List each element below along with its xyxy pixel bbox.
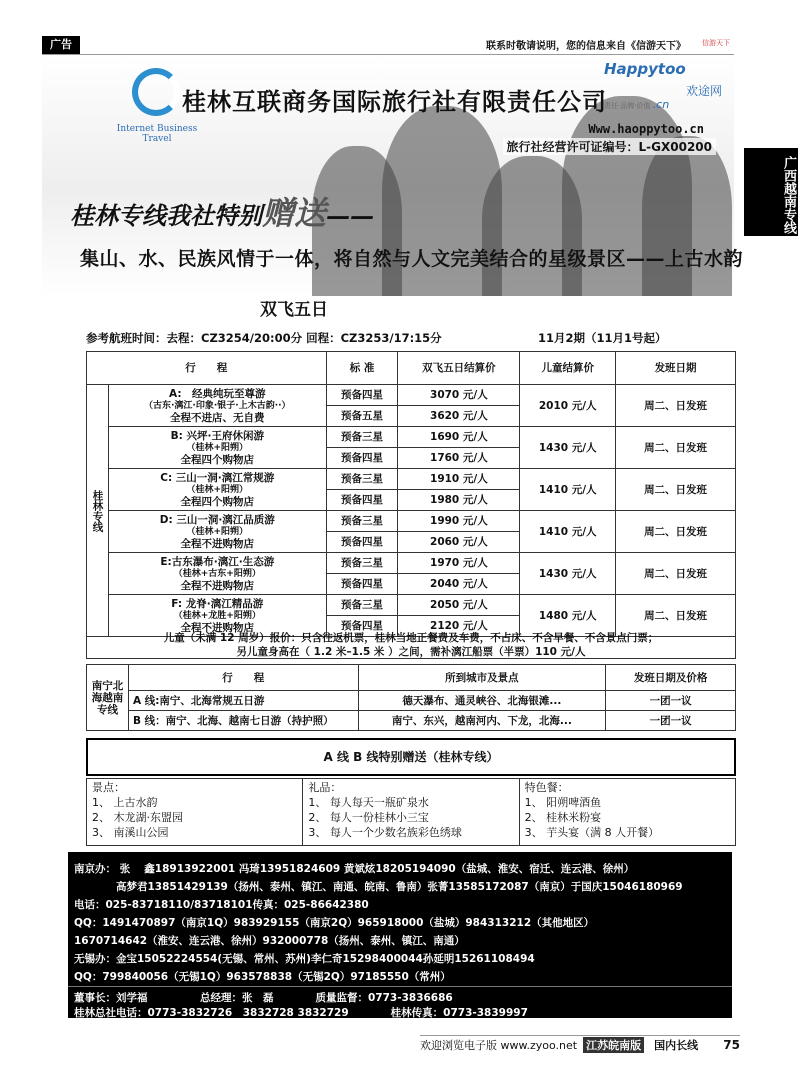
- nn-cities: 德天瀑布、通灵峡谷、北海银滩...: [358, 691, 606, 711]
- departure-days: 周二、日发班: [616, 595, 736, 637]
- happytoo-cn: 欢途网: [685, 84, 722, 98]
- tour-price: 1990 元/人: [398, 511, 520, 532]
- header: [42, 56, 734, 156]
- gifts-section: [86, 778, 736, 846]
- tour-standard: 预备三星: [326, 469, 398, 490]
- promo-text-a: 桂林专线我社特别: [70, 201, 262, 230]
- table-row: [87, 469, 736, 490]
- tour-name: [108, 469, 326, 511]
- tour-price: 2120 元/人: [398, 616, 520, 637]
- tour-standard: 预备四星: [326, 490, 398, 511]
- contact-line: 无锡办：金宝15052224554(无锡、常州、苏州)李仁奇15298400044孙延明15261108494: [74, 953, 535, 965]
- tour-sub: （桂林+阳朔）: [186, 442, 249, 453]
- table-row: [87, 427, 736, 448]
- nn-header-price: 发班日期及价格: [606, 665, 736, 691]
- header-standard: 标 准: [326, 352, 398, 385]
- departure-days: 周二、日发班: [616, 469, 736, 511]
- tour-name: F: 龙脊·漓江精品游: [171, 597, 264, 610]
- tour-price: 1760 元/人: [398, 448, 520, 469]
- table-row: [87, 711, 736, 731]
- child-price: 1410 元/人: [520, 469, 616, 511]
- tour-note: 全程不进购物店: [180, 537, 255, 550]
- child-price: 1430 元/人: [520, 427, 616, 469]
- table-row: [87, 511, 736, 532]
- tour-standard: 预备三星: [326, 553, 398, 574]
- tour-price: 3070 元/人: [398, 385, 520, 406]
- list-item: 2、 桂林米粉宴: [524, 811, 602, 824]
- gift-col-title: 礼品：: [308, 781, 342, 794]
- contact-line: 高梦君13851429139（扬州、泰州、镇江、南通、皖南、鲁南）张菁13585172087（南京）于国庆15046180969: [74, 881, 683, 893]
- logo-icon: [132, 68, 180, 116]
- table-row: [87, 595, 736, 616]
- header-departure: 发班日期: [616, 352, 736, 385]
- gift-col-sights: [87, 779, 303, 845]
- nanning-table: [86, 664, 736, 731]
- tour-note: 全程四个购物店: [180, 453, 255, 466]
- tour-standard: 预备四星: [326, 616, 398, 637]
- child-note-line2: 另儿童身高在（ 1.2 米–1.5 米 ）之间，需补漓江船票（半票）110 元/人: [236, 646, 586, 658]
- list-item: 1、 上古水韵: [92, 796, 158, 809]
- tour-name: A: 经典纯玩至尊游: [169, 387, 266, 400]
- tour-standard: 预备四星: [326, 574, 398, 595]
- company-name: 桂林互联商务国际旅行社有限责任公司: [182, 87, 607, 116]
- tour-price: 1970 元/人: [398, 553, 520, 574]
- list-item: 2、 每人一份桂林小三宝: [308, 811, 429, 824]
- happytoo-domain: .cn: [652, 98, 670, 111]
- nanning-category: 南宁北海越南专线: [87, 665, 129, 731]
- contact-line: 电话：025-83718110/83718101传真：025-86642380: [74, 899, 369, 911]
- footer-site[interactable]: 欢迎浏览电子版 www.zyoo.net: [420, 1038, 578, 1052]
- tour-name: B: 兴坪·王府休闲游: [170, 429, 264, 442]
- tour-subtitle: 双飞五日: [260, 300, 328, 320]
- tour-standard: 预备四星: [326, 385, 398, 406]
- tour-note: 全程四个购物店: [180, 495, 255, 508]
- tour-name: [108, 553, 326, 595]
- header-route: 行 程: [87, 352, 327, 385]
- tour-price: 1910 元/人: [398, 469, 520, 490]
- tour-standard: 预备四星: [326, 532, 398, 553]
- tour-note: 全程不进购物店: [180, 621, 255, 634]
- contact-block: [68, 852, 732, 1018]
- nn-price: 一团一议: [606, 711, 736, 731]
- gift-title: A 线 B 线特别赠送（桂林专线）: [86, 738, 736, 776]
- management-info: [68, 986, 732, 1018]
- child-price: 1410 元/人: [520, 511, 616, 553]
- tour-sub: （桂林+龙胜+阳朔）: [173, 610, 261, 621]
- list-item: 2、 木龙湖·东盟园: [92, 811, 183, 824]
- tour-name: C: 三山一洞·漓江常规游: [160, 471, 275, 484]
- child-price-note: [86, 629, 736, 659]
- brand-logo: 信游天下: [702, 39, 730, 47]
- gift-col-presents: [303, 779, 519, 845]
- tour-standard: 预备三星: [326, 595, 398, 616]
- promo-headline: [70, 188, 374, 234]
- list-item: 1、 阳朔啤酒鱼: [524, 796, 602, 809]
- ad-tag: 广告: [42, 36, 80, 54]
- tour-name: [108, 511, 326, 553]
- child-price: 2010 元/人: [520, 385, 616, 427]
- nn-header-route: 行 程: [128, 665, 358, 691]
- list-item: 1、 每人每天一瓶矿泉水: [308, 796, 429, 809]
- tour-sub: （桂林+古东+阳朔）: [173, 568, 261, 579]
- top-bar: [42, 35, 734, 55]
- promo-gift-word: 赠送: [262, 194, 327, 232]
- happytoo-text: Happytoo: [604, 60, 686, 78]
- tour-note: 全程不进店、无自费: [170, 411, 265, 424]
- list-item: 3、 每人一个少数名族彩色绣球: [308, 826, 462, 839]
- header-price: 双飞五日结算价: [398, 352, 520, 385]
- flight-times: 参考航班时间：去程：CZ3254/20:00分 回程：CZ3253/17:15分: [86, 331, 442, 345]
- nn-cities: 南宁、东兴，越南河内、下龙，北海...: [358, 711, 606, 731]
- license-number: 旅行社经营许可证编号：L-GX00200: [503, 138, 716, 155]
- tour-price: 2040 元/人: [398, 574, 520, 595]
- guilin-category: 桂林专线: [87, 385, 109, 637]
- tour-price: 3620 元/人: [398, 406, 520, 427]
- tour-standard: 预备五星: [326, 406, 398, 427]
- gift-col-title: 特色餐：: [524, 781, 569, 794]
- child-price: 1430 元/人: [520, 553, 616, 595]
- contact-line: 南京办： 张 鑫18913922001 冯琦13951824609 黄斌炫18205194090（盐城、淮安、宿迁、连云港、徐州）: [74, 863, 635, 875]
- tour-price: 1980 元/人: [398, 490, 520, 511]
- happytoo-sub: 责任·品牌·价值: [604, 102, 651, 110]
- gift-col-title: 景点：: [92, 781, 125, 794]
- table-row: [87, 385, 736, 406]
- tour-name: [108, 385, 326, 427]
- contact-line: QQ：1491470897（南京1Q）983929155（南京2Q）965918000（盐城）984313212（其他地区）: [74, 917, 595, 929]
- header-child-price: 儿童结算价: [520, 352, 616, 385]
- tour-note: 全程不进购物店: [180, 579, 255, 592]
- tour-sub: （桂林+阳朔）: [186, 484, 249, 495]
- list-item: 3、 南溪山公园: [92, 826, 169, 839]
- nn-price: 一团一议: [606, 691, 736, 711]
- table-row: [87, 691, 736, 711]
- tour-standard: 预备三星: [326, 427, 398, 448]
- tour-sub: （桂林+阳朔）: [186, 526, 249, 537]
- page-footer: [420, 1035, 740, 1053]
- nn-route: A 线:南宁、北海常规五日游: [128, 691, 358, 711]
- departure-days: 周二、日发班: [616, 511, 736, 553]
- website-url[interactable]: Www.haoppytoo.cn: [588, 122, 704, 136]
- tour-name: E:古东瀑布·漓江·生态游: [160, 555, 275, 568]
- contact-line: 1670714642（淮安、连云港、徐州）932000778（扬州、泰州、镇江、南通）: [74, 935, 465, 947]
- table-row: [87, 553, 736, 574]
- flight-period: 11月2期（11月1号起）: [538, 331, 667, 345]
- gift-col-meals: [520, 779, 735, 845]
- child-note-line1: 儿童（未满 12 周岁）报价：只含往返机票，桂林当地正餐费及车费，不占床、不含早餐、不含景点门票；: [163, 632, 659, 644]
- guilin-price-table: [86, 351, 736, 637]
- side-tab: 广西越南专线: [744, 148, 798, 236]
- nn-route: B 线：南宁、北海、越南七日游（持护照）: [128, 711, 358, 731]
- tour-sub: （古东·漓江·印象·银子·上木古韵··）: [144, 400, 291, 411]
- flight-info: [86, 330, 736, 346]
- list-item: 3、 芋头宴（满 8 人开餐）: [524, 826, 660, 839]
- departure-days: 周二、日发班: [616, 553, 736, 595]
- footer-section: 国内长线: [654, 1038, 699, 1052]
- promo-dash: ——: [326, 201, 375, 230]
- tour-name: [108, 427, 326, 469]
- logo-caption: Internet Business Travel: [116, 124, 198, 144]
- tour-standard: 预备三星: [326, 511, 398, 532]
- departure-days: 周二、日发班: [616, 385, 736, 427]
- child-price: 1480 元/人: [520, 595, 616, 637]
- footer-version: 江苏皖南版: [583, 1037, 644, 1053]
- page-number: 75: [723, 1037, 740, 1052]
- tour-price: 1690 元/人: [398, 427, 520, 448]
- mgmt-line1: 董事长：刘学福 总经理：张 磊 质量监督：0773-3836686: [74, 992, 453, 1004]
- source-note: 联系时敬请说明，您的信息来自《信游天下》: [486, 41, 686, 52]
- nn-header-cities: 所到城市及景点: [358, 665, 606, 691]
- promo-subheadline: 集山、水、民族风情于一体，将自然与人文完美结合的星级景区——上古水韵: [80, 248, 744, 270]
- tour-price: 2060 元/人: [398, 532, 520, 553]
- contact-line: QQ：799840056（无锡1Q）963578838（无锡2Q）97185550（常州）: [74, 971, 451, 983]
- tour-name: D: 三山一洞·漓江品质游: [159, 513, 275, 526]
- tour-price: 2050 元/人: [398, 595, 520, 616]
- tour-standard: 预备四星: [326, 448, 398, 469]
- mgmt-line2: 桂林总社电话：0773-3832726 3832728 3832729 桂林传真：0773-3839997: [74, 1007, 528, 1019]
- departure-days: 周二、日发班: [616, 427, 736, 469]
- happytoo-logo: [604, 60, 722, 124]
